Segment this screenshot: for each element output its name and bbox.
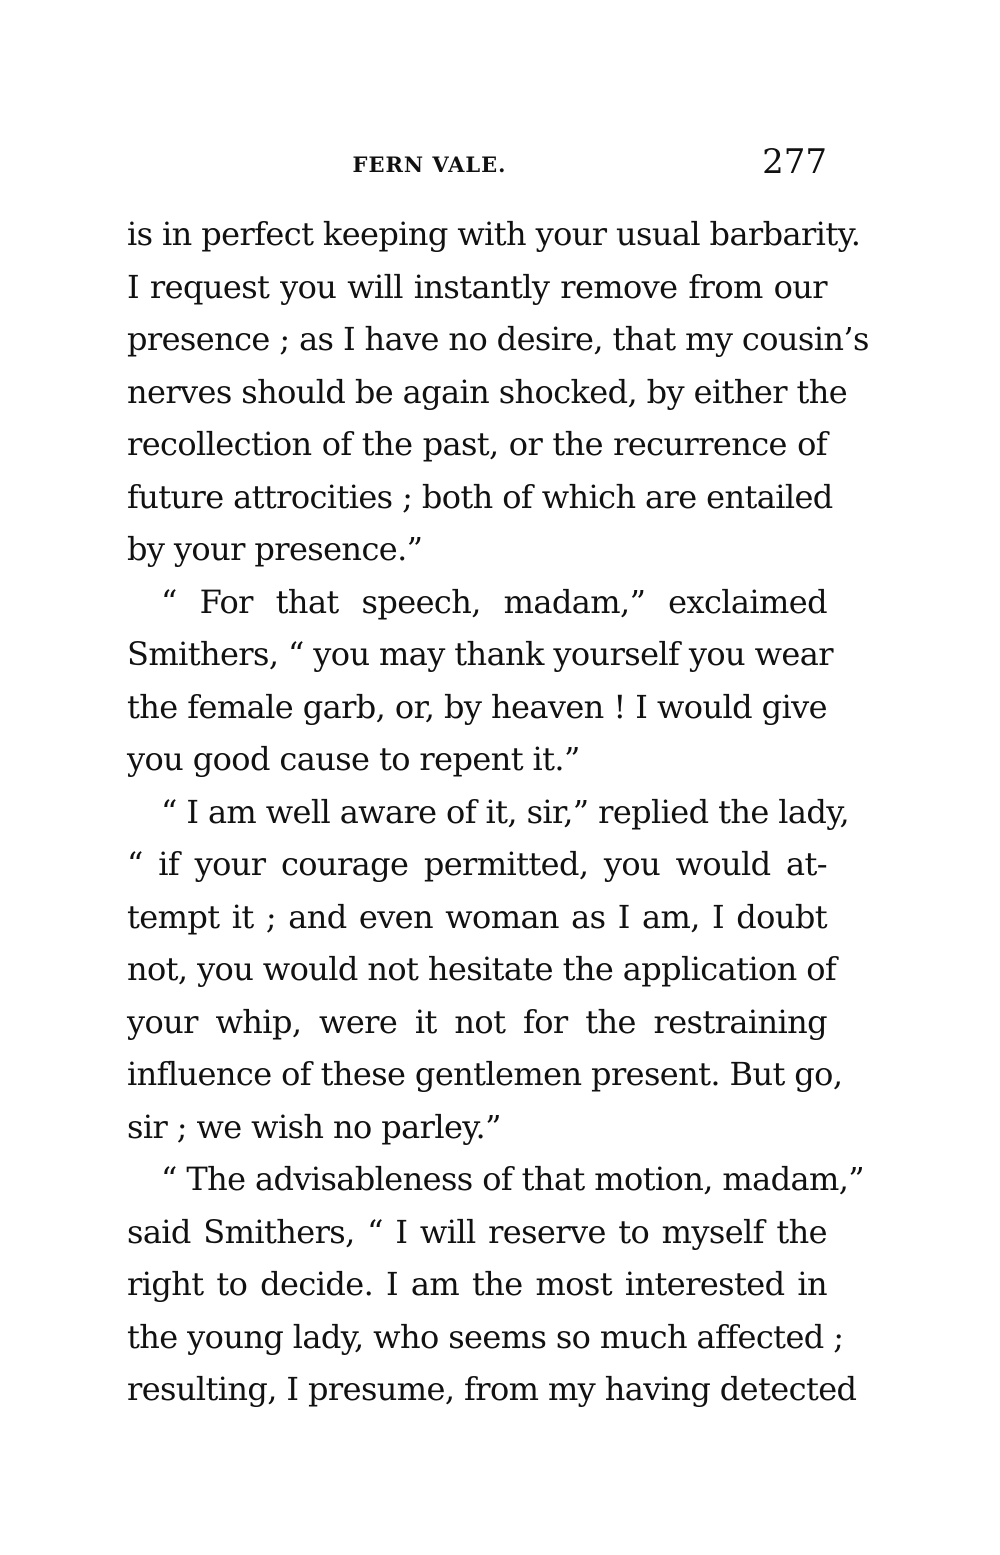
text-line: influence of these gentlemen present. But go, — [127, 1055, 843, 1093]
text-line: sir ; we wish no parley.” — [127, 1107, 501, 1146]
text-line: said Smithers, “ I will reserve to myself the — [127, 1212, 827, 1251]
text-line: future attrocities ; both of which are entailed — [127, 477, 833, 516]
text-line: tempt it ; and even woman as I am, I doubt — [127, 897, 827, 936]
page-number: 277 — [762, 142, 827, 182]
text-line: not, you would not hesitate the application of — [127, 950, 837, 988]
text-line: presence ; as I have no desire, that my cousin’s — [127, 320, 869, 358]
text-line: resulting, I presume, from my having detected — [127, 1370, 857, 1408]
text-line: by your presence.” — [127, 530, 423, 568]
text-line: “ I am well aware of it, sir,” replied the lady, — [161, 792, 850, 831]
text-line: your whip, were it not for the restraining — [127, 1002, 827, 1041]
text-line: I request you will instantly remove from our — [127, 267, 827, 306]
text-line: “ The advisableness of that motion, madam,” — [161, 1160, 865, 1198]
text-line: the young lady, who seems so much affected ; — [127, 1317, 844, 1356]
text-line: Smithers, “ you may thank yourself you wear — [127, 635, 833, 673]
body-text — [127, 208, 869, 1416]
text-line: “ For that speech, madam,” exclaimed — [161, 582, 827, 621]
running-title: FERN VALE. — [352, 152, 507, 177]
text-line: nerves should be again shocked, by either the — [127, 372, 848, 411]
text-line: right to decide. I am the most interested in — [127, 1265, 827, 1303]
text-line: “ if your courage permitted, you would at- — [127, 845, 827, 883]
text-line: you good cause to repent it.” — [127, 740, 580, 778]
text-line: the female garb, or, by heaven ! I would give — [127, 687, 827, 726]
running-head — [127, 142, 827, 186]
text-line: is in perfect keeping with your usual barbarity. — [127, 215, 861, 253]
text-line: recollection of the past, or the recurrence of — [127, 425, 827, 463]
